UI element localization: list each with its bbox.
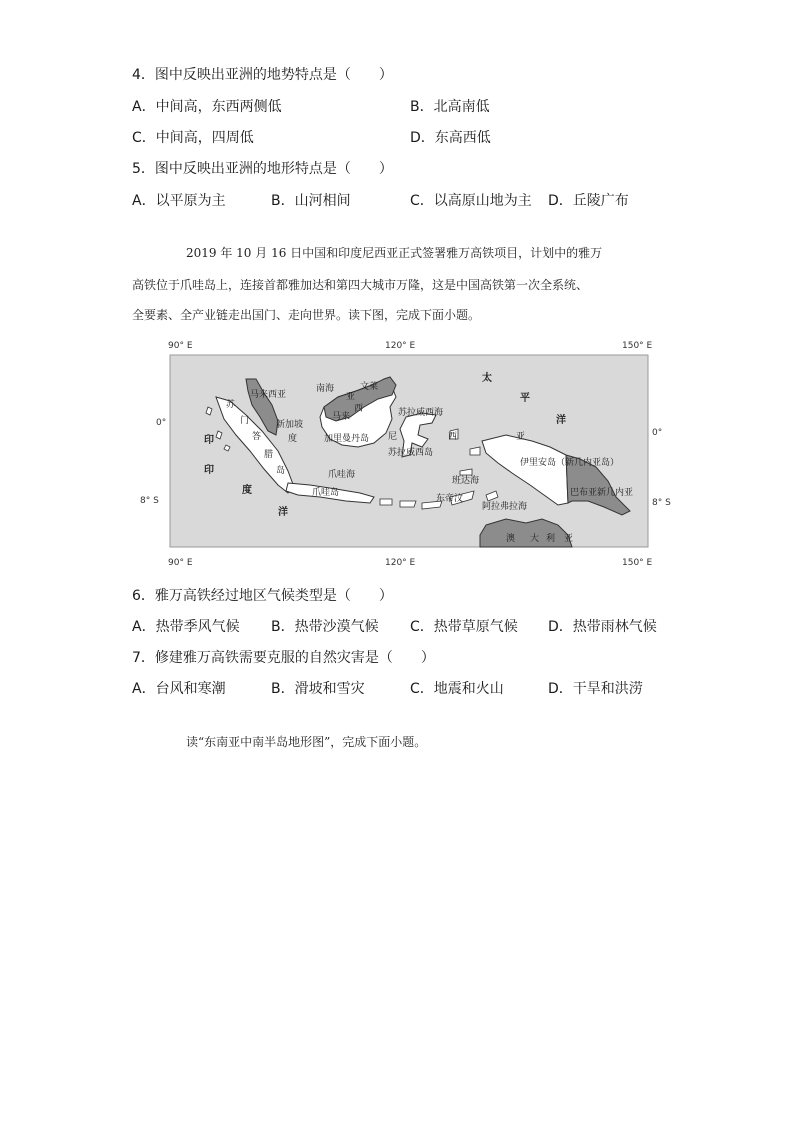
indonesia-map	[140, 335, 671, 570]
indonesia-map-figure	[140, 335, 671, 570]
q5-option-a[interactable]: A．以平原为主	[132, 193, 226, 209]
passage-line-3: 全要素、全产业链走出国门、走向世界。读下图，完成下面小题。	[132, 308, 481, 322]
label-malaysia-ya: 亚	[346, 392, 356, 402]
label-malaysia-ma: 马来	[332, 412, 351, 422]
q5-option-c[interactable]: C．以高原山地为主	[410, 193, 532, 209]
lat-left-8: 8° S	[140, 496, 159, 506]
label-indian-yin-2: 印	[204, 465, 214, 476]
q6-stem: 6．雅万高铁经过地区气候类型是（ ）	[132, 588, 393, 604]
label-aus-4: 亚	[564, 534, 574, 544]
label-arafura: 阿拉弗拉海	[482, 502, 528, 512]
label-indian-du: 度	[242, 485, 252, 496]
label-su: 苏	[226, 400, 236, 410]
label-pacific-ping: 平	[520, 393, 530, 404]
label-timor: 东帝汶	[436, 494, 464, 504]
label-banda: 班达海	[452, 476, 480, 486]
label-aus-3: 利	[546, 534, 556, 544]
q7-option-a[interactable]: A．台风和寒潮	[132, 681, 226, 697]
q4-option-d[interactable]: D．东高西低	[410, 130, 491, 146]
q7-option-d[interactable]: D．干旱和洪涝	[548, 681, 643, 697]
label-south-china-sea: 南海	[316, 384, 335, 394]
q4-option-b[interactable]: B．北高南低	[410, 99, 490, 115]
lon-bottom-right: 150° E	[622, 558, 653, 568]
q4-option-c[interactable]: C．中间高，四周低	[132, 130, 254, 146]
lat-left-0: 0°	[156, 418, 167, 428]
q4-option-a[interactable]: A．中间高，东西两侧低	[132, 99, 282, 115]
label-indian-yin-1: 印	[204, 435, 214, 446]
label-pacific-tai: 太	[482, 373, 492, 384]
lon-top-right: 150° E	[622, 341, 653, 351]
label-ni: 尼	[388, 432, 398, 442]
label-dao: 岛	[276, 466, 286, 476]
q5-option-b[interactable]: B．山河相间	[271, 193, 351, 209]
lat-right-0: 0°	[652, 428, 663, 438]
q4-stem: 4．图中反映出亚洲的地势特点是（ ）	[132, 67, 393, 83]
lon-bottom-left: 90° E	[168, 558, 193, 568]
q7-stem: 7．修建雅万高铁需要克服的自然灾害是（ ）	[132, 650, 435, 666]
q6-option-d[interactable]: D．热带雨林气候	[548, 619, 657, 635]
label-irian: 伊里安岛（新几内亚岛）	[520, 458, 620, 468]
label-da: 答	[252, 432, 262, 442]
q5-option-d[interactable]: D．丘陵广布	[548, 193, 629, 209]
passage-line-1: 2019 年 10 月 16 日中国和印度尼西亚正式签署雅万高铁项目，计划中的雅万	[186, 246, 603, 260]
passage-line-2: 高铁位于爪哇岛上，连接首都雅加达和第四大城市万隆，这是中国高铁第一次全系统、	[132, 278, 589, 292]
label-du: 度	[288, 434, 298, 444]
lat-right-8: 8° S	[652, 498, 671, 508]
label-sulawesi: 苏拉威西岛	[388, 448, 434, 458]
lon-bottom-mid: 120° E	[385, 558, 416, 568]
q6-option-c[interactable]: C．热带草原气候	[410, 619, 518, 635]
label-png: 巴布亚新几内亚	[570, 488, 634, 498]
label-java: 爪哇岛	[312, 488, 340, 498]
label-celebes-sea: 苏拉威西海	[398, 408, 444, 418]
label-java-sea: 爪哇海	[328, 470, 356, 480]
label-pacific-yang: 洋	[556, 415, 566, 426]
label-malaysia-xi: 西	[354, 404, 364, 414]
lon-top-left: 90° E	[168, 341, 193, 351]
label-xi: 西	[448, 432, 458, 442]
label-kalimantan: 加里曼丹岛	[324, 434, 370, 444]
lon-top-mid: 120° E	[385, 341, 416, 351]
label-aus-1: 澳	[506, 534, 516, 544]
label-men: 门	[240, 416, 250, 426]
q7-option-b[interactable]: B．滑坡和雪灾	[271, 681, 365, 697]
q6-option-b[interactable]: B．热带沙漠气候	[271, 619, 379, 635]
q5-stem: 5．图中反映出亚洲的地形特点是（ ）	[132, 161, 393, 177]
label-singapore: 新加坡	[276, 420, 304, 430]
q7-option-c[interactable]: C．地震和火山	[410, 681, 504, 697]
q6-option-a[interactable]: A．热带季风气候	[132, 619, 240, 635]
label-la: 腊	[264, 450, 274, 460]
label-indian-yang: 洋	[278, 507, 288, 518]
label-ya: 亚	[516, 432, 526, 442]
passage-2: 读“东南亚中南半岛地形图”，完成下面小题。	[186, 735, 427, 749]
label-brunei: 文莱	[360, 382, 379, 392]
label-malaysia: 马来西亚	[250, 390, 287, 400]
label-aus-2: 大	[530, 534, 540, 544]
